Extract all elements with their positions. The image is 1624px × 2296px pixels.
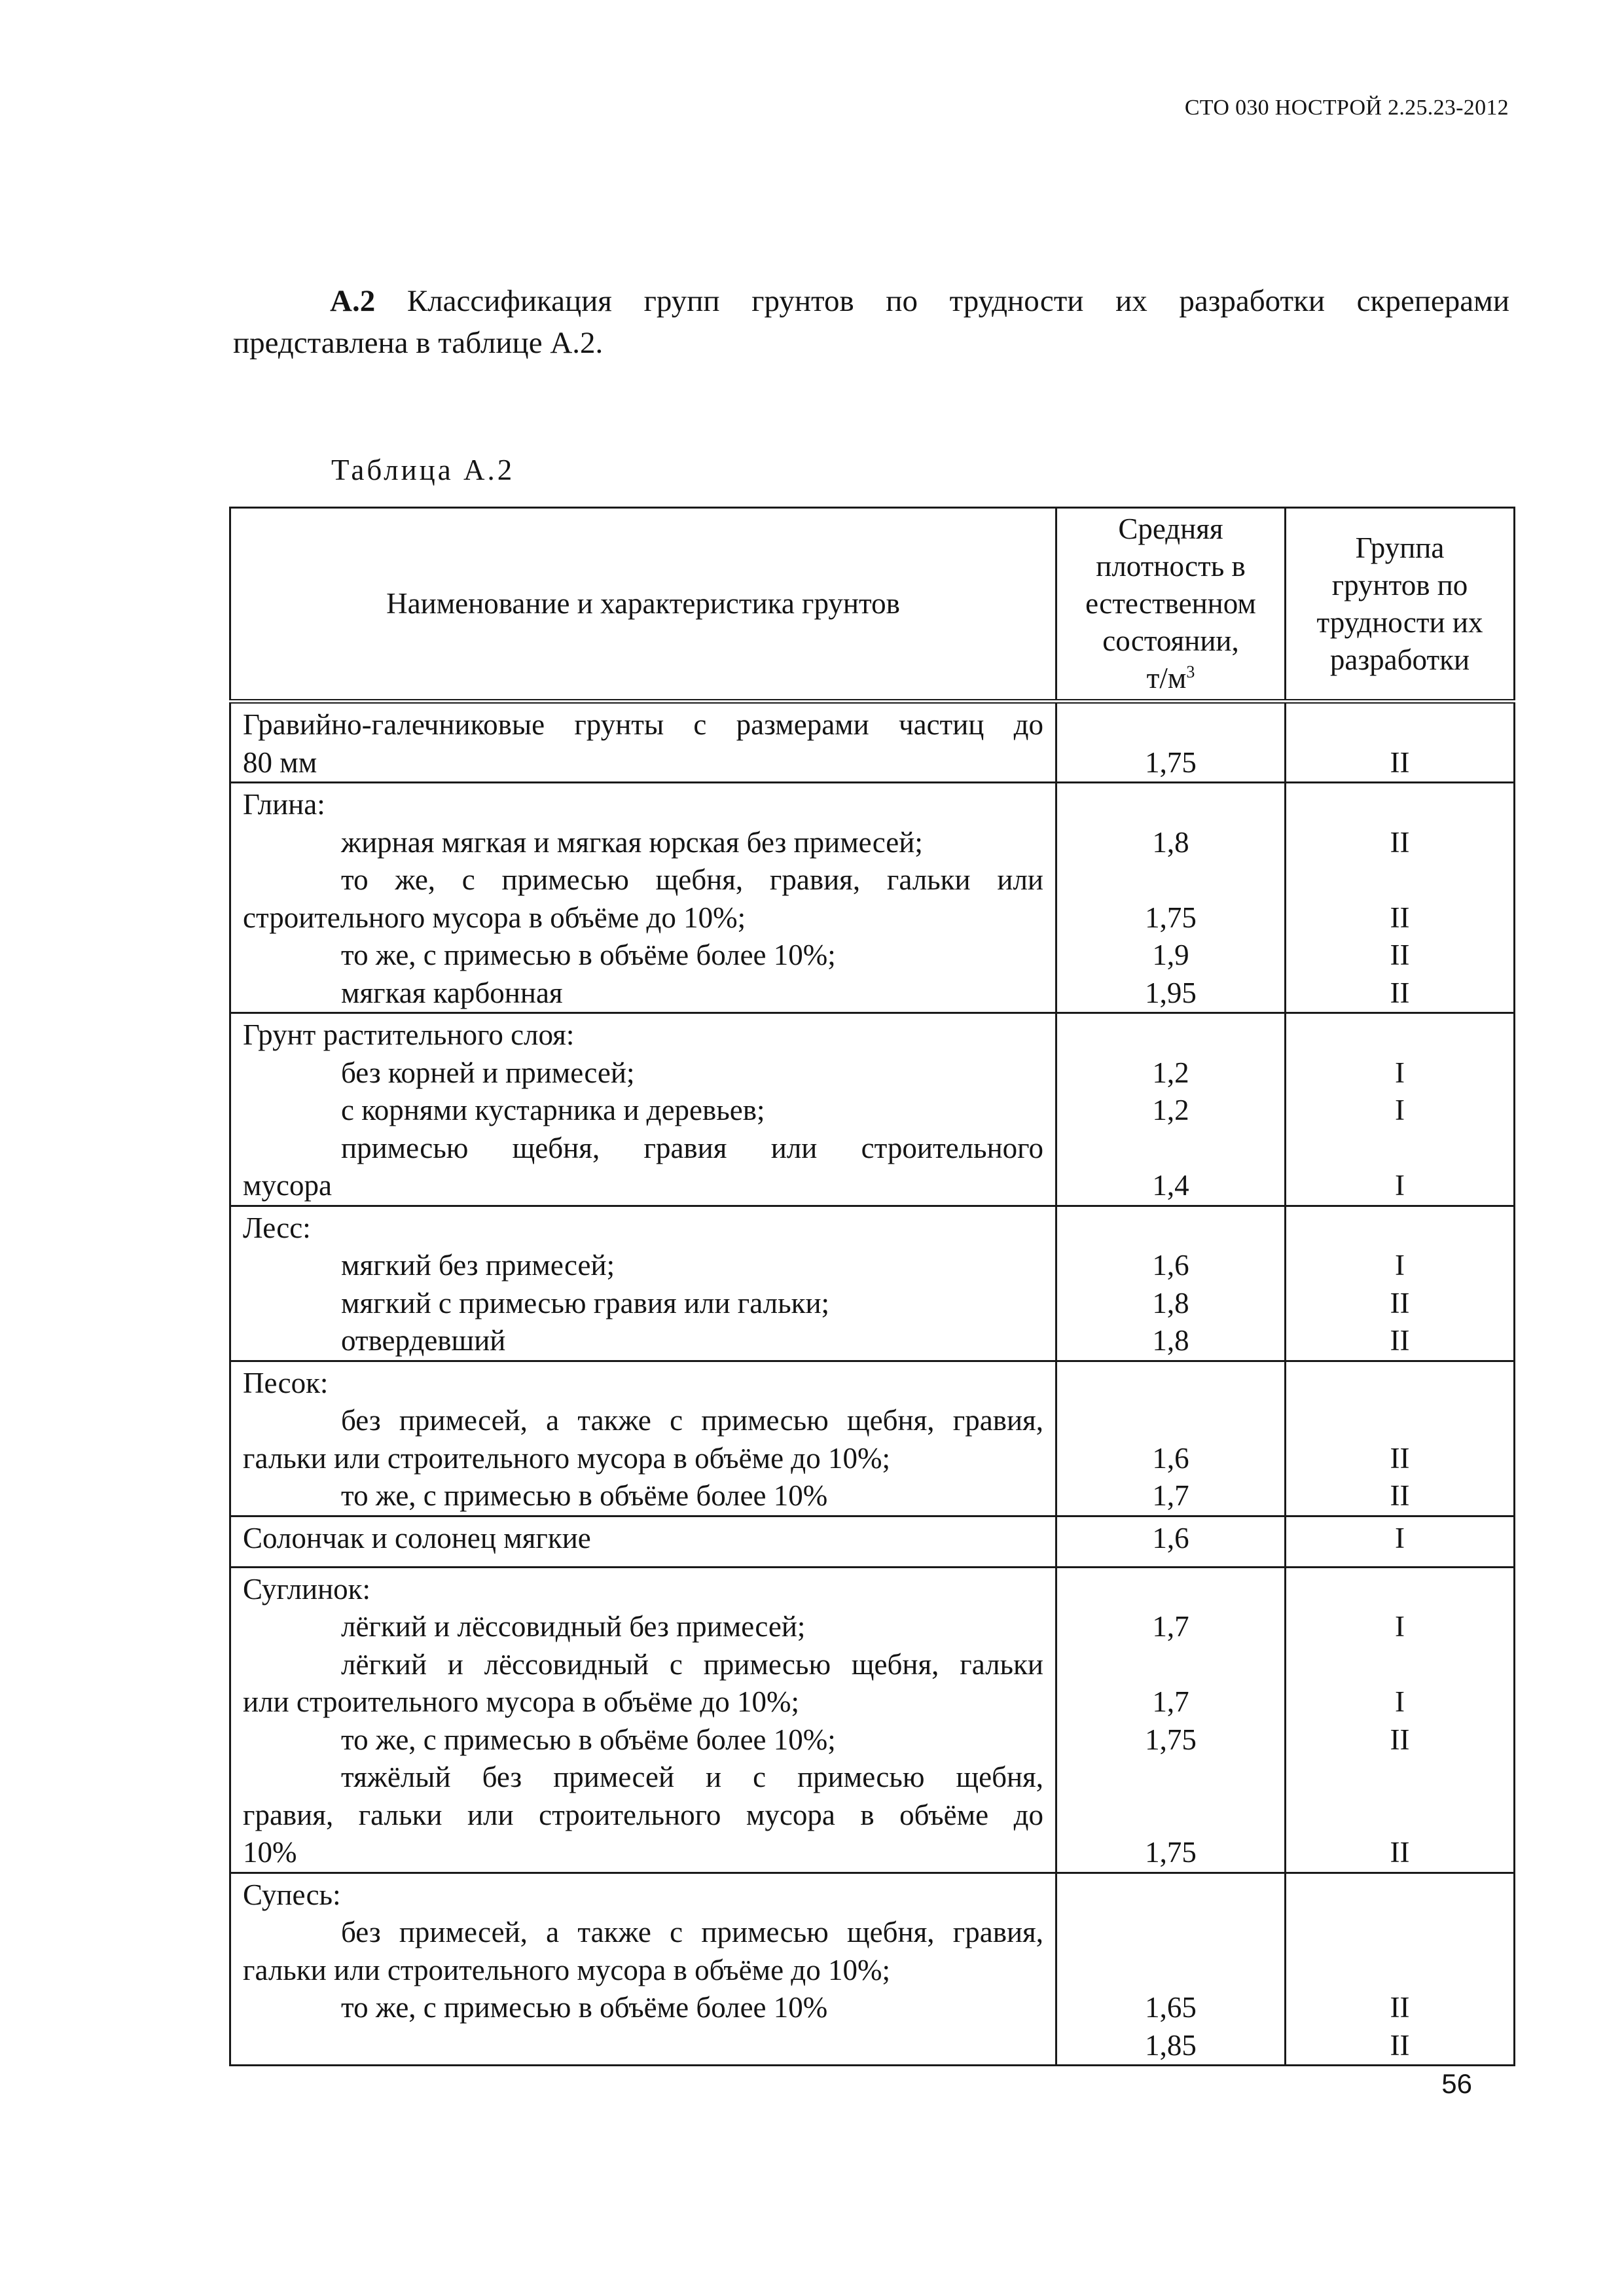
- document-header: СТО 030 НОСТРОЙ 2.25.23-2012: [1184, 96, 1509, 120]
- table-row: [230, 1013, 1515, 1206]
- density-value: 1,2: [1152, 1056, 1189, 1089]
- density-cell: [1056, 783, 1286, 1013]
- density-value: 1,65: [1145, 1991, 1197, 2024]
- soil-name-line: мусора: [243, 1169, 332, 1202]
- soil-name-line: мягкий без примесей;: [341, 1249, 615, 1282]
- group-value: [1286, 861, 1513, 899]
- header-group-line: Группа: [1355, 531, 1445, 564]
- table-header-row: [230, 508, 1515, 702]
- table-row: [230, 1873, 1515, 2066]
- density-value: 1,75: [1145, 745, 1197, 779]
- soil-name-line: Солончак и солонец мягкие: [243, 1521, 591, 1554]
- group-value: [1286, 1876, 1513, 1914]
- soil-name-line: 10%: [243, 1836, 297, 1869]
- soil-name-line: 80 мм: [243, 745, 317, 779]
- density-cell: [1056, 1361, 1286, 1516]
- group-value: II: [1390, 939, 1410, 971]
- header-density-line: плотность в: [1096, 550, 1246, 583]
- header-density-column: [1056, 508, 1286, 702]
- density-value: 1,7: [1152, 1610, 1189, 1643]
- header-density-line: Средняя: [1118, 512, 1223, 545]
- group-value: II: [1390, 1324, 1410, 1357]
- soil-name-line: Супесь:: [243, 1878, 341, 1911]
- density-value: 1,75: [1145, 1723, 1197, 1756]
- group-value: [1286, 1646, 1513, 1684]
- density-value: [1057, 1210, 1284, 1247]
- density-cell: [1056, 1516, 1286, 1567]
- group-cell: [1286, 1873, 1515, 2066]
- table-body: [230, 702, 1515, 2066]
- soil-name-line: Песок:: [243, 1366, 329, 1399]
- density-value: 1,8: [1152, 1324, 1189, 1357]
- density-value: 1,2: [1152, 1094, 1189, 1126]
- density-value: 1,75: [1145, 1836, 1197, 1869]
- group-cell: [1286, 1516, 1515, 1567]
- density-cell: [1056, 1873, 1286, 2066]
- table-row: [230, 1361, 1515, 1516]
- density-value: 1,8: [1152, 825, 1189, 859]
- group-value: [1286, 1210, 1513, 1247]
- soil-name-line: тяжёлый без примесей и с примесью щебня,: [341, 1761, 1043, 1793]
- table-row: [230, 702, 1515, 783]
- soil-name-line: жирная мягкая и мягкая юрская без примесей;: [341, 825, 923, 859]
- soil-name-line: гравия, гальки или строительного мусора в объёме до: [243, 1798, 1043, 1831]
- density-value: [1057, 1952, 1284, 1990]
- group-value: II: [1390, 1991, 1410, 2024]
- group-value: II: [1390, 1723, 1410, 1756]
- density-value: 1,85: [1145, 2028, 1197, 2062]
- group-value: [1286, 1130, 1513, 1168]
- group-value: II: [1390, 2028, 1410, 2062]
- header-group-line: трудности их: [1316, 605, 1483, 639]
- group-value: [1286, 786, 1513, 824]
- soil-name-line: лёгкий и лёссовидный без примесей;: [341, 1610, 806, 1643]
- page-number: 56: [1441, 2068, 1472, 2099]
- soil-name-line: гальки или строительного мусора в объёме до 10%;: [243, 1441, 890, 1475]
- density-value: [1057, 1876, 1284, 1914]
- density-value: 1,95: [1145, 976, 1197, 1009]
- header-density-line: состоянии,: [1102, 624, 1239, 657]
- soil-name-cell: [230, 1206, 1056, 1361]
- group-value: I: [1395, 1094, 1405, 1126]
- soil-name-cell: [230, 1013, 1056, 1206]
- density-value: 1,75: [1145, 901, 1197, 934]
- soil-name-line: мягкий с примесью гравия или гальки;: [341, 1286, 830, 1319]
- group-value: I: [1395, 1685, 1405, 1718]
- header-group-line: разработки: [1329, 643, 1470, 676]
- density-value: [1057, 1016, 1284, 1054]
- table-row: [230, 1567, 1515, 1873]
- density-value: 1,7: [1152, 1479, 1189, 1512]
- group-cell: [1286, 1567, 1515, 1873]
- soil-name-line: примесью щебня, гравия или строительного: [341, 1131, 1043, 1164]
- group-value: I: [1395, 1610, 1405, 1643]
- group-value: I: [1395, 1169, 1405, 1202]
- density-value: [1057, 786, 1284, 824]
- group-value: [1286, 1914, 1513, 1952]
- density-value: [1057, 1365, 1284, 1403]
- group-value: I: [1395, 1521, 1405, 1554]
- soil-name-cell: [230, 1873, 1056, 2066]
- density-value: 1,6: [1152, 1441, 1189, 1475]
- group-value: II: [1390, 745, 1410, 779]
- group-cell: [1286, 783, 1515, 1013]
- density-value: 1,6: [1152, 1521, 1189, 1554]
- soil-name-line: без примесей, а также с примесью щебня, гравия,: [341, 1404, 1043, 1437]
- density-value: [1057, 1402, 1284, 1440]
- header-group-column: [1286, 508, 1515, 702]
- soil-name-line: мягкая карбонная: [341, 976, 563, 1009]
- group-cell: [1286, 1361, 1515, 1516]
- density-cell: [1056, 1013, 1286, 1206]
- soil-name-line: то же, с примесью в объёме более 10%: [341, 1479, 828, 1512]
- density-value: [1057, 1759, 1284, 1797]
- header-density-line: естественном: [1085, 587, 1256, 620]
- soil-name-line: или строительного мусора в объёме до 10%;: [243, 1685, 799, 1718]
- soil-name-line: без корней и примесей;: [341, 1056, 635, 1089]
- group-value: [1286, 1797, 1513, 1835]
- paragraph-line-2: представлена в таблице А.2.: [233, 326, 604, 360]
- density-cell: [1056, 1567, 1286, 1873]
- group-value: II: [1390, 1441, 1410, 1475]
- soil-classification-table: [229, 507, 1515, 2066]
- soil-name-line: лёгкий и лёссовидный с примесью щебня, гальки: [341, 1647, 1043, 1681]
- group-value: I: [1395, 1249, 1405, 1282]
- density-value: [1057, 1797, 1284, 1835]
- header-name-column: Наименование и характеристика грунтов: [230, 508, 1056, 702]
- soil-name-cell: [230, 783, 1056, 1013]
- soil-name-line: то же, с примесью щебня, гравия, гальки или: [341, 863, 1043, 896]
- soil-name-line: строительного мусора в объёме до 10%;: [243, 901, 746, 934]
- soil-name-line: без примесей, а также с примесью щебня, гравия,: [341, 1916, 1043, 1948]
- soil-name-line: Грунт растительного слоя:: [243, 1018, 575, 1051]
- paragraph-line-1: Классификация групп грунтов по трудности их разработки скреперами: [406, 284, 1510, 318]
- soil-name-cell: [230, 1567, 1056, 1873]
- group-value: [1286, 1759, 1513, 1797]
- soil-name-line: то же, с примесью в объёме более 10%: [341, 1991, 828, 2024]
- group-value: [1286, 1016, 1513, 1054]
- group-value: II: [1390, 976, 1410, 1009]
- density-value: [1057, 1914, 1284, 1952]
- density-value: [1057, 861, 1284, 899]
- group-cell: [1286, 702, 1515, 783]
- header-group-line: грунтов по: [1331, 568, 1468, 601]
- soil-name-cell: [230, 1516, 1056, 1567]
- soil-name-line: с корнями кустарника и деревьев;: [341, 1094, 765, 1126]
- group-value: [1286, 1952, 1513, 1990]
- intro-paragraph: [233, 280, 1509, 364]
- group-value: II: [1390, 1286, 1410, 1319]
- density-value: 1,4: [1152, 1169, 1189, 1202]
- group-value: II: [1390, 901, 1410, 934]
- group-value: I: [1395, 1056, 1405, 1089]
- soil-name-line: Суглинок:: [243, 1572, 371, 1605]
- group-value: II: [1390, 1836, 1410, 1869]
- group-value: [1286, 1571, 1513, 1609]
- soil-name-line: то же, с примесью в объёме более 10%;: [341, 939, 836, 971]
- density-value: 1,7: [1152, 1685, 1189, 1718]
- soil-name-line: Гравийно-галечниковые грунты с размерами частиц до: [243, 708, 1043, 741]
- section-label: А.2: [330, 284, 376, 318]
- density-cell: [1056, 1206, 1286, 1361]
- group-value: II: [1390, 1479, 1410, 1512]
- density-value: 1,8: [1152, 1286, 1189, 1319]
- group-value: [1286, 1365, 1513, 1403]
- table-row: [230, 783, 1515, 1013]
- soil-name-line: то же, с примесью в объёме более 10%;: [341, 1723, 836, 1756]
- soil-name-line: Глина:: [243, 788, 325, 821]
- soil-name-cell: [230, 702, 1056, 783]
- group-cell: [1286, 1206, 1515, 1361]
- group-cell: [1286, 1013, 1515, 1206]
- soil-name-line: [243, 2027, 1043, 2065]
- soil-name-line: гальки или строительного мусора в объёме до 10%;: [243, 1953, 890, 1986]
- density-value: [1057, 1646, 1284, 1684]
- header-density-unit: $т/м^3$: [1146, 662, 1195, 694]
- table-row: [230, 1516, 1515, 1567]
- table-row: [230, 1206, 1515, 1361]
- table-caption: Таблица А.2: [331, 454, 515, 486]
- soil-name-cell: [230, 1361, 1056, 1516]
- density-cell: [1056, 702, 1286, 783]
- group-value: [1286, 706, 1513, 744]
- density-value: 1,9: [1152, 939, 1189, 971]
- group-value: [1286, 1402, 1513, 1440]
- density-value: [1057, 1571, 1284, 1609]
- group-value: II: [1390, 825, 1410, 859]
- density-value: 1,6: [1152, 1249, 1189, 1282]
- density-value: [1057, 706, 1284, 744]
- soil-name-line: отвердевший: [341, 1324, 506, 1357]
- soil-name-line: Лесс:: [243, 1211, 311, 1244]
- density-value: [1057, 1130, 1284, 1168]
